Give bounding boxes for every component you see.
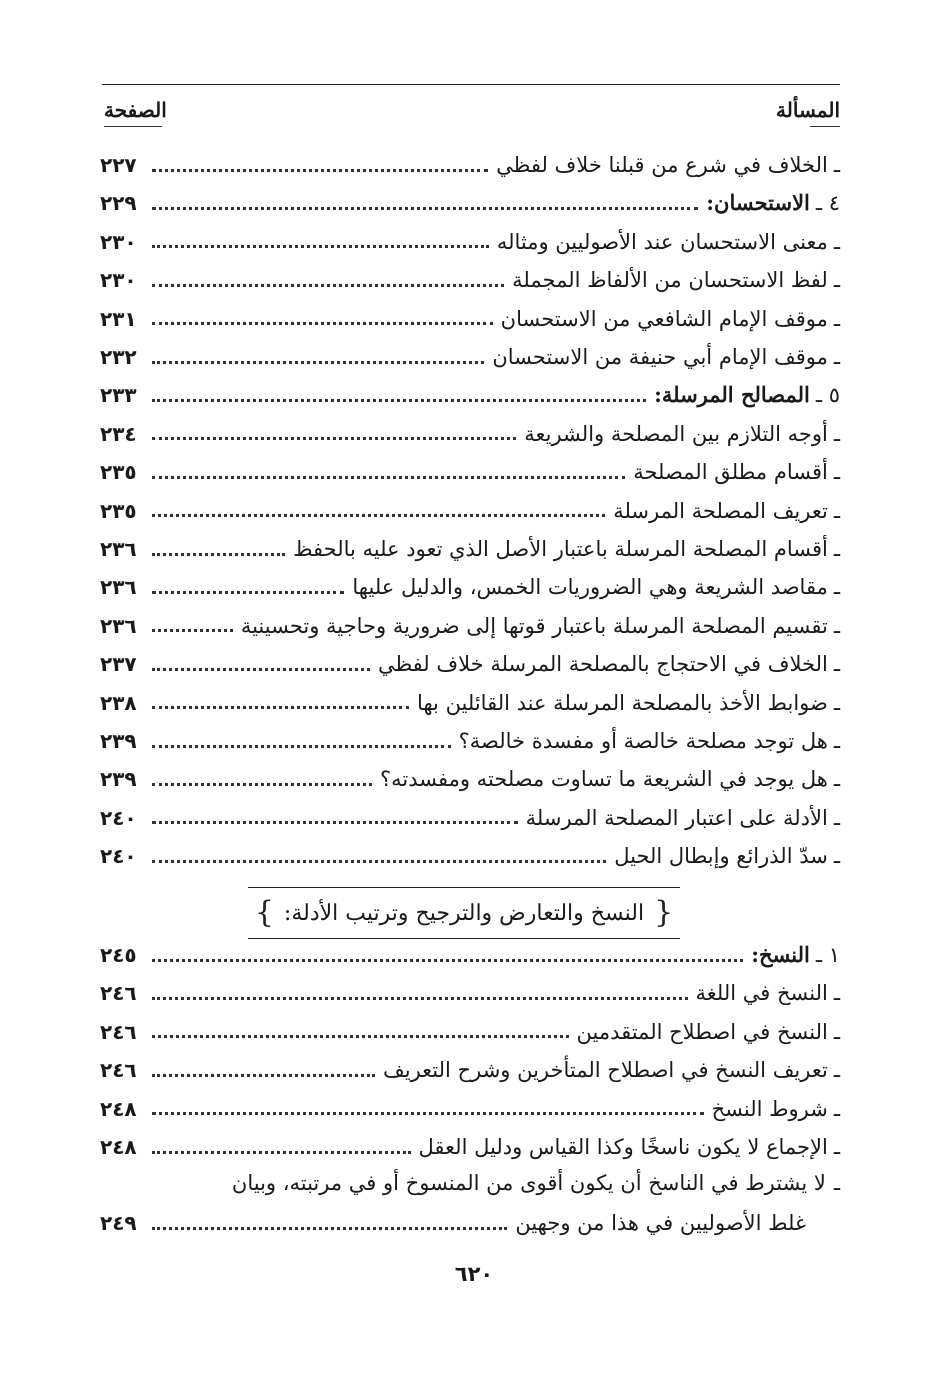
entry-page-number: ٢٤٦ [100, 1019, 137, 1044]
dot-leader [152, 1074, 375, 1077]
entry-page-number: ٢٣٠ [100, 268, 137, 293]
entry-page-number: ٢٤٠ [100, 805, 137, 830]
toc-entry [100, 938, 840, 972]
dot-leader [152, 629, 233, 632]
toc-entry-multiline: ـ لا يشترط في الناسخ أن يكون أقوى من المنسوخ أو في مرتبته، وبيان [100, 1166, 840, 1200]
entry-page-number: ٢٤٦ [100, 1058, 137, 1083]
entry-marker: ١ ـ [815, 943, 840, 967]
entry-text: سدّ الذرائع وإبطال الحيل [614, 844, 828, 869]
entry-text-line1: لا يشترط في الناسخ أن يكون أقوى من المنسوخ أو في مرتبته، وبيان [231, 1171, 826, 1195]
entry-text: معنى الاستحسان عند الأصوليين ومثاله [496, 229, 828, 254]
dot-leader [152, 706, 409, 709]
entry-marker: ـ [833, 498, 840, 523]
entry-text: تعريف النسخ في اصطلاح المتأخرين وشرح التعريف [383, 1058, 828, 1083]
entry-marker: ـ [833, 345, 840, 369]
toc-entry [100, 762, 840, 796]
entry-page-number: ٢٣٩ [100, 729, 137, 753]
toc-entry [100, 148, 840, 182]
entry-page-number: ٢٤٨ [100, 1096, 137, 1121]
toc-entry [100, 724, 840, 758]
entry-page-number: ٢٣٦ [100, 613, 137, 638]
toc-entry [100, 647, 840, 681]
toc-entry [100, 1015, 840, 1049]
dot-leader [152, 207, 698, 210]
issue-header-underline [810, 126, 840, 127]
entry-text: الاستحسان: [706, 190, 810, 216]
entry-marker: ـ [833, 1058, 840, 1083]
entry-text: موقف الإمام الشافعي من الاستحسان [500, 306, 828, 331]
entry-marker: ـ [833, 805, 840, 830]
entry-marker: ـ [833, 306, 840, 331]
dot-leader [152, 860, 606, 863]
entry-marker: ـ [833, 844, 840, 869]
toc-entry [100, 340, 840, 374]
dot-leader [152, 745, 451, 748]
entry-page-number: ٢٣٦ [100, 575, 137, 600]
toc-entry [100, 609, 840, 643]
dot-leader [152, 1227, 507, 1230]
dot-leader [152, 476, 625, 479]
entry-page-number: ٢٣٧ [100, 652, 137, 677]
toc-entry [100, 302, 840, 336]
entry-marker: ـ [833, 268, 840, 293]
entry-marker: ـ [833, 229, 840, 254]
entry-text: هل توجد مصلحة خالصة أو مفسدة خالصة؟ [458, 729, 828, 753]
entry-text: النسخ في اصطلاح المتقدمين [576, 1019, 828, 1044]
entry-page-number: ٢٣١ [100, 306, 137, 331]
entry-page-number: ٢٣٢ [100, 345, 137, 369]
dot-leader [152, 361, 484, 364]
entry-page-number: ٢٣٨ [100, 690, 137, 715]
toc-entry [100, 801, 840, 835]
toc-entry [100, 225, 840, 259]
entry-page-number: ٢٣٩ [100, 767, 137, 792]
entry-text: أقسام مطلق المصلحة [633, 460, 828, 485]
entry-text: المصالح المرسلة: [654, 382, 810, 408]
dot-leader [152, 821, 518, 824]
entry-marker: ـ [833, 981, 840, 1006]
entry-page-number: ٢٢٩ [100, 191, 137, 216]
entry-text: الخلاف في الاحتجاج بالمصلحة المرسلة خلاف لفظي [377, 652, 828, 677]
entry-text: تقسيم المصلحة المرسلة باعتبار قوتها إلى ضرورية وحاجية وتحسينية [240, 613, 828, 638]
entry-page-number: ٢٤٨ [100, 1135, 137, 1159]
toc-entry [100, 263, 840, 297]
entry-page-number: ٢٣٠ [100, 229, 137, 254]
dot-leader [152, 245, 489, 248]
entry-marker: ـ [833, 652, 840, 677]
entry-text-line2: غلط الأصوليين في هذا من وجهين [515, 1211, 806, 1235]
toc-entry [100, 186, 840, 220]
entry-marker: ـ [833, 575, 840, 600]
toc-entry [100, 1130, 840, 1164]
page-number: ٦٢٠ [454, 1262, 494, 1286]
toc-entry [100, 532, 840, 566]
toc-entry-multiline-cont [100, 1206, 840, 1240]
section-heading: النسخ والتعارض والترجيح وترتيب الأدلة: [283, 900, 645, 926]
entry-text: مقاصد الشريعة وهي الضروريات الخمس، والدليل عليها [352, 575, 828, 600]
toc-entry [100, 1053, 840, 1087]
entry-page-number: ٢٣٦ [100, 537, 137, 561]
dot-leader [152, 591, 344, 594]
entry-marker: ٥ ـ [815, 383, 840, 408]
dot-leader [152, 783, 372, 786]
dot-leader [152, 399, 646, 402]
entry-marker: ـ [833, 729, 840, 753]
entry-page-number: ٢٣٣ [100, 383, 137, 408]
dot-leader [152, 668, 370, 671]
entry-marker: ـ [833, 537, 840, 561]
dot-leader [152, 169, 488, 172]
entry-page-number: ٢٤٠ [100, 844, 137, 869]
entry-text: أوجه التلازم بين المصلحة والشريعة [524, 421, 828, 446]
entry-text: ضوابط الأخذ بالمصلحة المرسلة عند القائلين بها [416, 690, 828, 715]
entry-text: الإجماع لا يكون ناسخًا وكذا القياس ودليل العقل [418, 1135, 828, 1159]
toc-entry [100, 1092, 840, 1126]
entry-marker: ـ [833, 690, 840, 715]
toc-entry [100, 839, 840, 873]
entry-page-number: ٢٤٥ [100, 943, 137, 967]
entry-text: النسخ: [751, 942, 810, 967]
dot-leader [152, 1151, 411, 1154]
toc-entry [100, 455, 840, 489]
entry-marker: ـ [833, 1135, 840, 1159]
entry-text: النسخ في اللغة [695, 981, 828, 1006]
dot-leader [152, 997, 688, 1000]
entry-page-number: ٢٣٥ [100, 460, 137, 485]
dot-leader [152, 553, 285, 556]
entry-page-number: ٢٣٥ [100, 498, 137, 523]
entry-marker: ـ [833, 421, 840, 446]
toc-entry [100, 570, 840, 604]
entry-text: تعريف المصلحة المرسلة [613, 498, 828, 523]
entry-page-number: ٢٢٧ [100, 153, 137, 177]
toc-entry [100, 494, 840, 528]
entry-text: لفظ الاستحسان من الألفاظ المجملة [512, 268, 828, 293]
entry-page-number: ٢٤٦ [100, 981, 137, 1006]
entry-text: أقسام المصلحة المرسلة باعتبار الأصل الذي تعود عليه بالحفظ [293, 537, 828, 561]
entry-text: شروط النسخ [711, 1096, 828, 1121]
entry-marker: ٤ ـ [815, 191, 840, 216]
dot-leader [152, 1112, 704, 1115]
top-rule [102, 84, 840, 85]
entry-text: الأدلة على اعتبار المصلحة المرسلة [525, 805, 828, 830]
entry-marker: ـ [833, 153, 840, 177]
entry-text: هل يوجد في الشريعة ما تساوت مصلحته ومفسدته؟ [379, 767, 828, 792]
dot-leader [152, 514, 605, 517]
entry-text: الخلاف في شرع من قبلنا خلاف لفظي [496, 153, 828, 177]
entry-marker: ـ [833, 767, 840, 792]
issue-column-header: المسألة [776, 98, 840, 122]
dot-leader [152, 284, 504, 287]
entry-marker: ـ [833, 1096, 840, 1121]
section-heading-box: { النسخ والتعارض والترجيح وترتيب الأدلة: } [248, 887, 680, 939]
page-header-underline [104, 126, 162, 127]
entry-marker: ـ [833, 460, 840, 485]
page-column-header: الصفحة [104, 98, 167, 122]
dot-leader [152, 437, 516, 440]
toc-entry [100, 378, 840, 412]
toc-entry [100, 686, 840, 720]
entry-page-number: ٢٣٤ [100, 421, 137, 446]
entry-text: موقف الإمام أبي حنيفة من الاستحسان [492, 345, 828, 369]
entry-marker: ـ [833, 1019, 840, 1044]
entry-page-number: ٢٤٩ [100, 1211, 137, 1235]
entry-marker: ـ [833, 613, 840, 638]
dot-leader [152, 322, 493, 325]
toc-entry [100, 417, 840, 451]
toc-entry [100, 976, 840, 1010]
dot-leader [152, 1035, 569, 1038]
dot-leader [152, 959, 743, 962]
